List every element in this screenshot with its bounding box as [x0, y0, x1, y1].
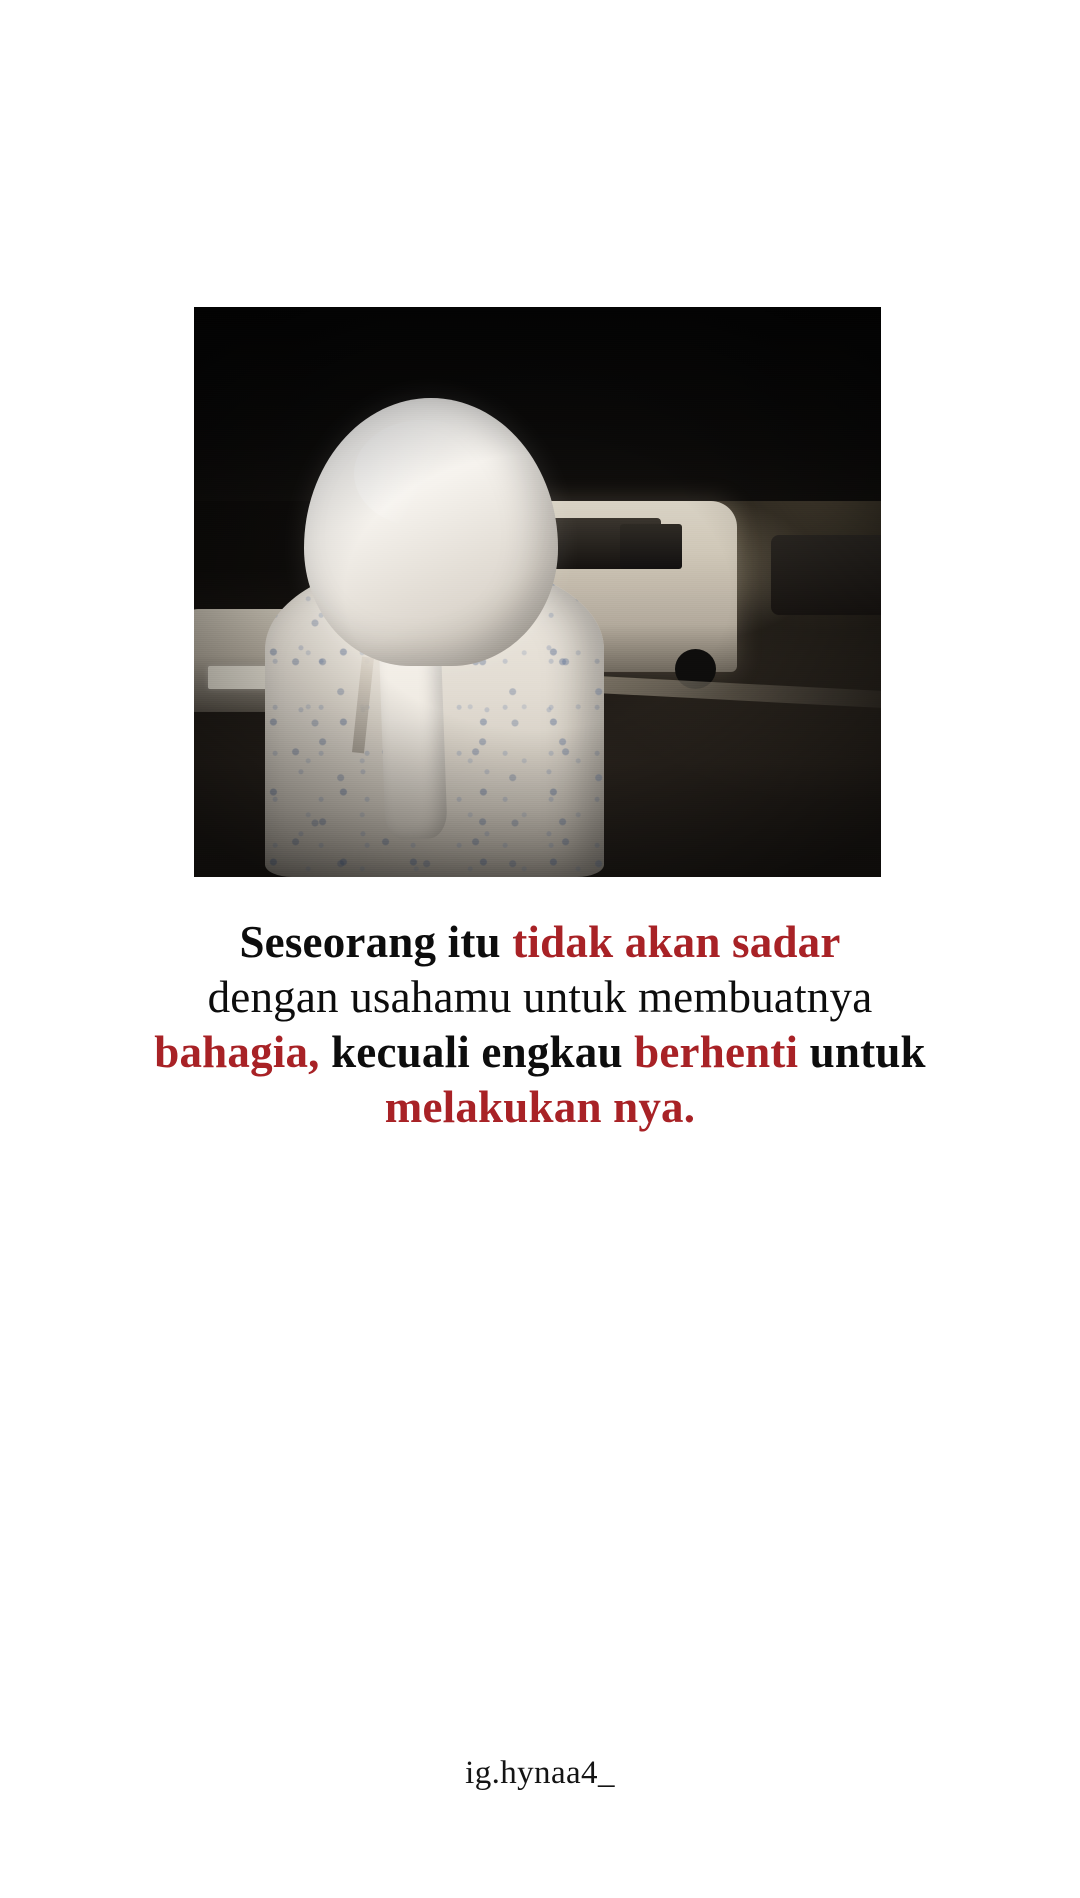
caption-segment: untuk	[798, 1026, 926, 1077]
caption-segment: kecuali engkau	[319, 1026, 635, 1077]
caption-line-4	[90, 1080, 990, 1135]
photo-frame	[194, 307, 881, 877]
night-street-photo	[194, 307, 881, 877]
caption-segment-highlight: melakukan nya.	[384, 1081, 696, 1132]
caption-segment: dengan usahamu untuk membuatnya	[207, 971, 873, 1022]
caption-segment-highlight: bahagia,	[154, 1026, 320, 1077]
caption-segment-highlight: tidak akan sadar	[512, 917, 841, 967]
account-handle: ig.hynaa4_	[465, 1755, 615, 1791]
caption-line-1	[90, 915, 990, 970]
caption-line-2	[90, 970, 990, 1025]
caption-segment-highlight: berhenti	[634, 1026, 799, 1077]
caption-segment: Seseorang itu	[239, 917, 513, 967]
caption-line-3	[90, 1025, 990, 1080]
photo-vignette	[194, 307, 881, 877]
quote-caption	[90, 915, 990, 1135]
